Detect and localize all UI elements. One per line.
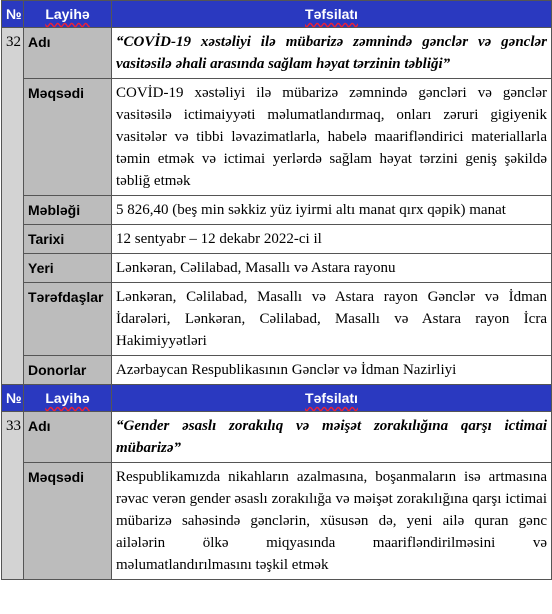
p32-donors-row bbox=[2, 356, 552, 385]
projects-table bbox=[1, 0, 552, 580]
p32-goal-label: Məqsədi bbox=[24, 79, 112, 196]
p32-name-label: Adı bbox=[24, 28, 112, 79]
p33-name-value: “Gender əsaslı zorakılıq və məişət zorakılığına qarşı ictimai mübarizə” bbox=[112, 412, 552, 463]
p32-name-row bbox=[2, 28, 552, 79]
p32-amount-row bbox=[2, 196, 552, 225]
header-row bbox=[2, 1, 552, 28]
p32-donors-label: Donorlar bbox=[24, 356, 112, 385]
p32-amount-value: 5 826,40 (beş min səkkiz yüz iyirmi altı manat qırx qəpik) manat bbox=[112, 196, 552, 225]
p32-number: 32 bbox=[2, 28, 24, 385]
p33-name-label: Adı bbox=[24, 412, 112, 463]
p32-partners-value: Lənkəran, Cəlilabad, Masallı və Astara rayon Gənclər və İdman İdarələri, Lənkəran, Cəlilabad, Masallı və Astara rayon İcra Hakimiyyətləri bbox=[112, 283, 552, 356]
p33-goal-value: Respublikamızda nikahların azalmasına, boşanmaların isə artmasına rəvac verən gender əsaslı zorakılığa və məişət zorakılığına qarşı ictimai mübarizə sahəsində gənclərin, xüsusən də, yeni ailə quran gənc ailələrin ölkə miqyasında maarifləndirilməsini və məlumatlandırılmasını təşkil etmək bbox=[112, 463, 552, 580]
p33-goal-row bbox=[2, 463, 552, 580]
header-num: № bbox=[2, 1, 24, 28]
p32-goal-row bbox=[2, 79, 552, 196]
p32-goal-value: COVİD-19 xəstəliyi ilə mübarizə zəmnində gəncləri və gənclər vasitəsilə ictimaiyyəti məlumatlandırmaq, onları zəruri gigiyenik vasitələr və tibbi ləvazimatlarla, habelə maarifləndirici materiallarla təmin etmək və ictimai yerlərdə sağlam həyat tərzini geniş şəkildə təbliğ etmək bbox=[112, 79, 552, 196]
p32-donors-value: Azərbaycan Respublikasının Gənclər və İdman Nazirliyi bbox=[112, 356, 552, 385]
p32-amount-label: Məbləği bbox=[24, 196, 112, 225]
p33-goal-label: Məqsədi bbox=[24, 463, 112, 580]
p32-place-value: Lənkəran, Cəlilabad, Masallı və Astara rayonu bbox=[112, 254, 552, 283]
header-details-2: Təfsilatı bbox=[112, 385, 552, 412]
p32-name-value: “COVİD-19 xəstəliyi ilə mübarizə zəmnində gənclər və gənclər vasitəsilə əhali arasında sağlam həyat tərzinin təbliği” bbox=[112, 28, 552, 79]
p33-number: 33 bbox=[2, 412, 24, 580]
p32-partners-row bbox=[2, 283, 552, 356]
p32-place-row bbox=[2, 254, 552, 283]
header-num-2: № bbox=[2, 385, 24, 412]
header-project-2: Layihə bbox=[24, 385, 112, 412]
p33-name-row bbox=[2, 412, 552, 463]
p32-date-row bbox=[2, 225, 552, 254]
header-row-2 bbox=[2, 385, 552, 412]
p32-place-label: Yeri bbox=[24, 254, 112, 283]
p32-date-value: 12 sentyabr – 12 dekabr 2022-ci il bbox=[112, 225, 552, 254]
p32-partners-label: Tərəfdaşlar bbox=[24, 283, 112, 356]
header-details: Təfsilatı bbox=[112, 1, 552, 28]
p32-date-label: Tarixi bbox=[24, 225, 112, 254]
header-project: Layihə bbox=[24, 1, 112, 28]
